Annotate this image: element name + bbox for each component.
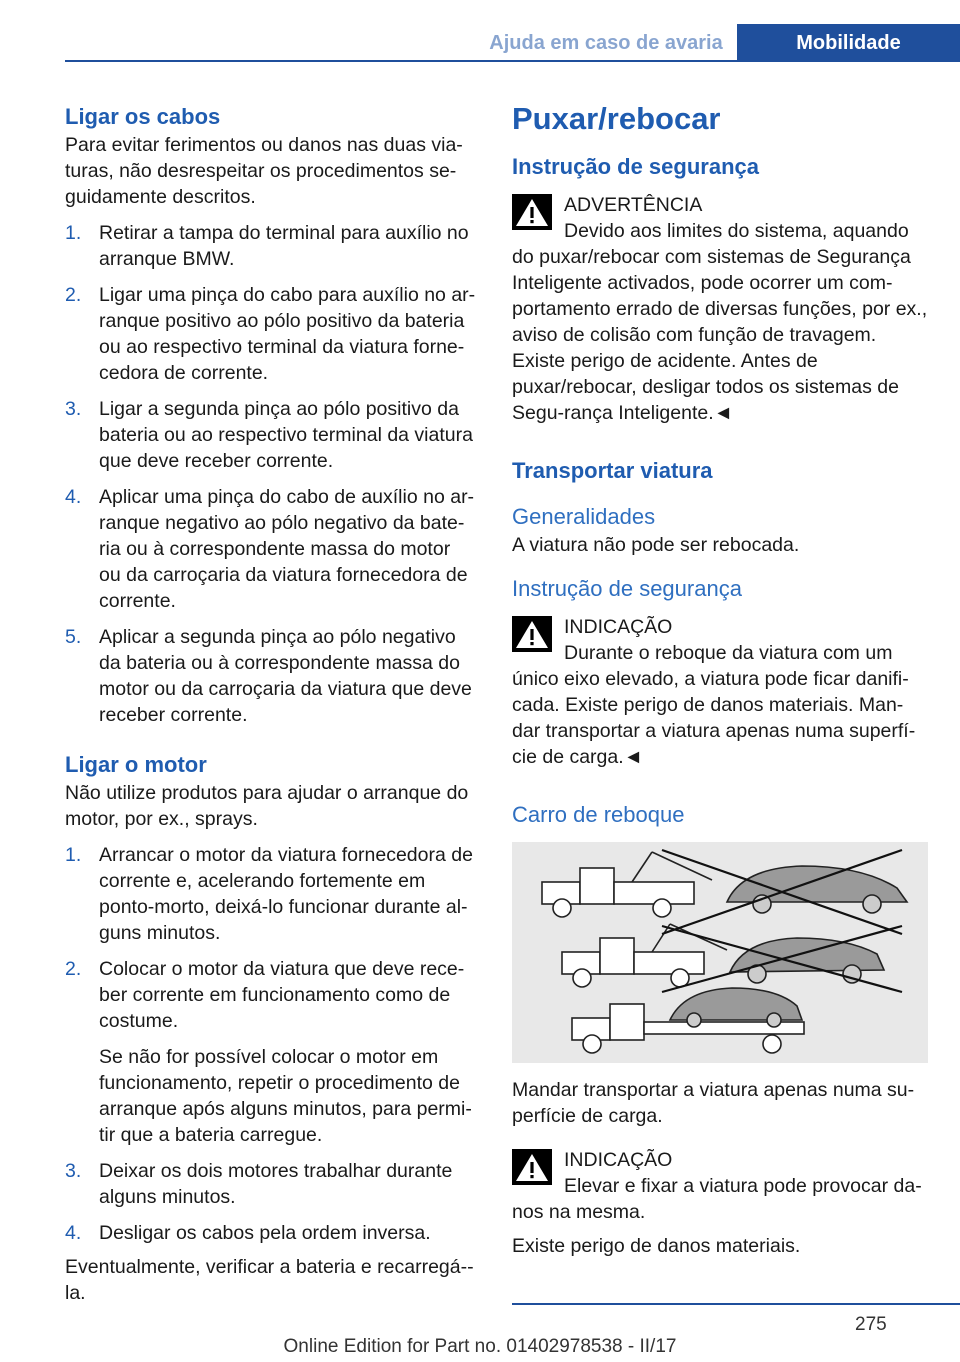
note2-extra: Existe perigo de danos materiais. <box>512 1235 801 1257</box>
cables-steps <box>65 220 477 728</box>
page-number: 275 <box>855 1314 887 1335</box>
safety2-heading: Instrução de segurança <box>512 576 742 601</box>
list-item: 1. Arrancar o motor da viatura fornecedora de corrente e, acelerando fortemente em ponto-morto, deixá-lo funcionar durante al-guns minutos. <box>65 844 473 944</box>
list-item: 4. Desligar os cabos pela ordem inversa. <box>65 1222 431 1244</box>
tow-heading: Carro de reboque <box>512 802 685 827</box>
list-item: 3. Deixar os dois motores trabalhar durante alguns minutos. <box>65 1160 453 1208</box>
warning-text: Devido aos limites do sistema, aquando do puxar/rebocar com sistemas de Segurança Inteligente activados, pode ocorrer um com-portamento errado de diversas funções, por ex., aviso de colisão com função de travagem. Existe perigo de acidente. Antes de puxar/rebocar, desligar todos os sistemas de Segu-rança Inteligente.◄ <box>512 220 928 424</box>
safety-heading: Instrução de segurança <box>512 154 759 179</box>
note-text: Durante o reboque da viatura com um único eixo elevado, a viatura pode ficar danifi-cada. Existe perigo de danos materiais. Man-dar transportar a viatura apenas numa superfí-cie de carga.◄ <box>512 642 916 768</box>
warning-block <box>512 192 928 426</box>
cables-intro: Para evitar ferimentos ou danos nas duas via-turas, não desrespeitar os procedimentos se-guidamente descritos. <box>65 134 463 208</box>
right-column <box>512 100 928 1259</box>
warning-triangle-icon <box>512 1149 552 1185</box>
header-section-label: Ajuda em caso de avaria <box>489 32 723 54</box>
note-block-2 <box>512 1147 928 1259</box>
warning-label: ADVERTÊNCIA <box>564 194 703 216</box>
page-title: Puxar/rebocar <box>512 101 721 136</box>
warning-triangle-icon <box>512 616 552 652</box>
engine-intro: Não utilize produtos para ajudar o arranque do motor, por ex., sprays. <box>65 782 469 830</box>
engine-steps <box>65 842 477 1246</box>
list-item: 2. Colocar o motor da viatura que deve rece-ber corrente em funcionamento como de costume. Se não for possível colocar o motor em funcionamento, repetir o procedimento de arranque após alguns minutos, para permi-tir que a bateria carregue. <box>65 956 477 1148</box>
figure-caption: Mandar transportar a viatura apenas numa su-perfície de carga. <box>512 1079 915 1127</box>
list-item: 1. Retirar a tampa do terminal para auxílio no arranque BMW. <box>65 222 469 270</box>
note2-text: Elevar e fixar a viatura pode provocar da-nos na mesma. <box>512 1175 922 1223</box>
transport-heading: Transportar viatura <box>512 458 713 483</box>
list-item: 4. Aplicar uma pinça do cabo de auxílio no ar-ranque negativo ao pólo negativo da bate-ria ou à correspondente massa do motor ou da carroçaria da viatura fornecedora de corrente. <box>65 486 475 612</box>
note-label: INDICAÇÃO <box>564 616 673 638</box>
general-text: A viatura não pode ser rebocada. <box>512 534 800 556</box>
header-rule <box>65 60 960 62</box>
header-chapter-tab: Mobilidade <box>737 24 960 62</box>
list-item: 5. Aplicar a segunda pinça ao pólo negativo da bateria ou à correspondente massa do motor ou da carroçaria da viatura que deve receber corrente. <box>65 626 472 726</box>
warning-triangle-icon <box>512 194 552 230</box>
engine-outro: Eventualmente, verificar a bateria e recarregá--la. <box>65 1256 474 1304</box>
note2-label: INDICAÇÃO <box>564 1149 673 1171</box>
edition-footer: Online Edition for Part no. 01402978538 - II/17 <box>283 1336 677 1357</box>
note-block <box>512 614 928 770</box>
tow-illustration <box>512 842 928 1063</box>
cables-heading: Ligar os cabos <box>65 104 221 129</box>
tow-truck-illustration <box>512 842 928 1063</box>
list-item: 2. Ligar uma pinça do cabo para auxílio no ar-ranque positivo ao pólo positivo da bateria ou ao respectivo terminal da viatura forne-cedora de corrente. <box>65 284 476 384</box>
footer-rule <box>512 1303 960 1305</box>
list-item: 3. Ligar a segunda pinça ao pólo positivo da bateria ou ao respectivo terminal da viatura que deve receber corrente. <box>65 398 473 472</box>
engine-heading: Ligar o motor <box>65 752 207 777</box>
general-heading: Generalidades <box>512 504 656 529</box>
left-column <box>65 102 477 1306</box>
engine-step-note: Se não for possível colocar o motor em funcionamento, repetir o procedimento de arranque após alguns minutos, para permi-tir que a bateria carregue. <box>99 1046 472 1146</box>
